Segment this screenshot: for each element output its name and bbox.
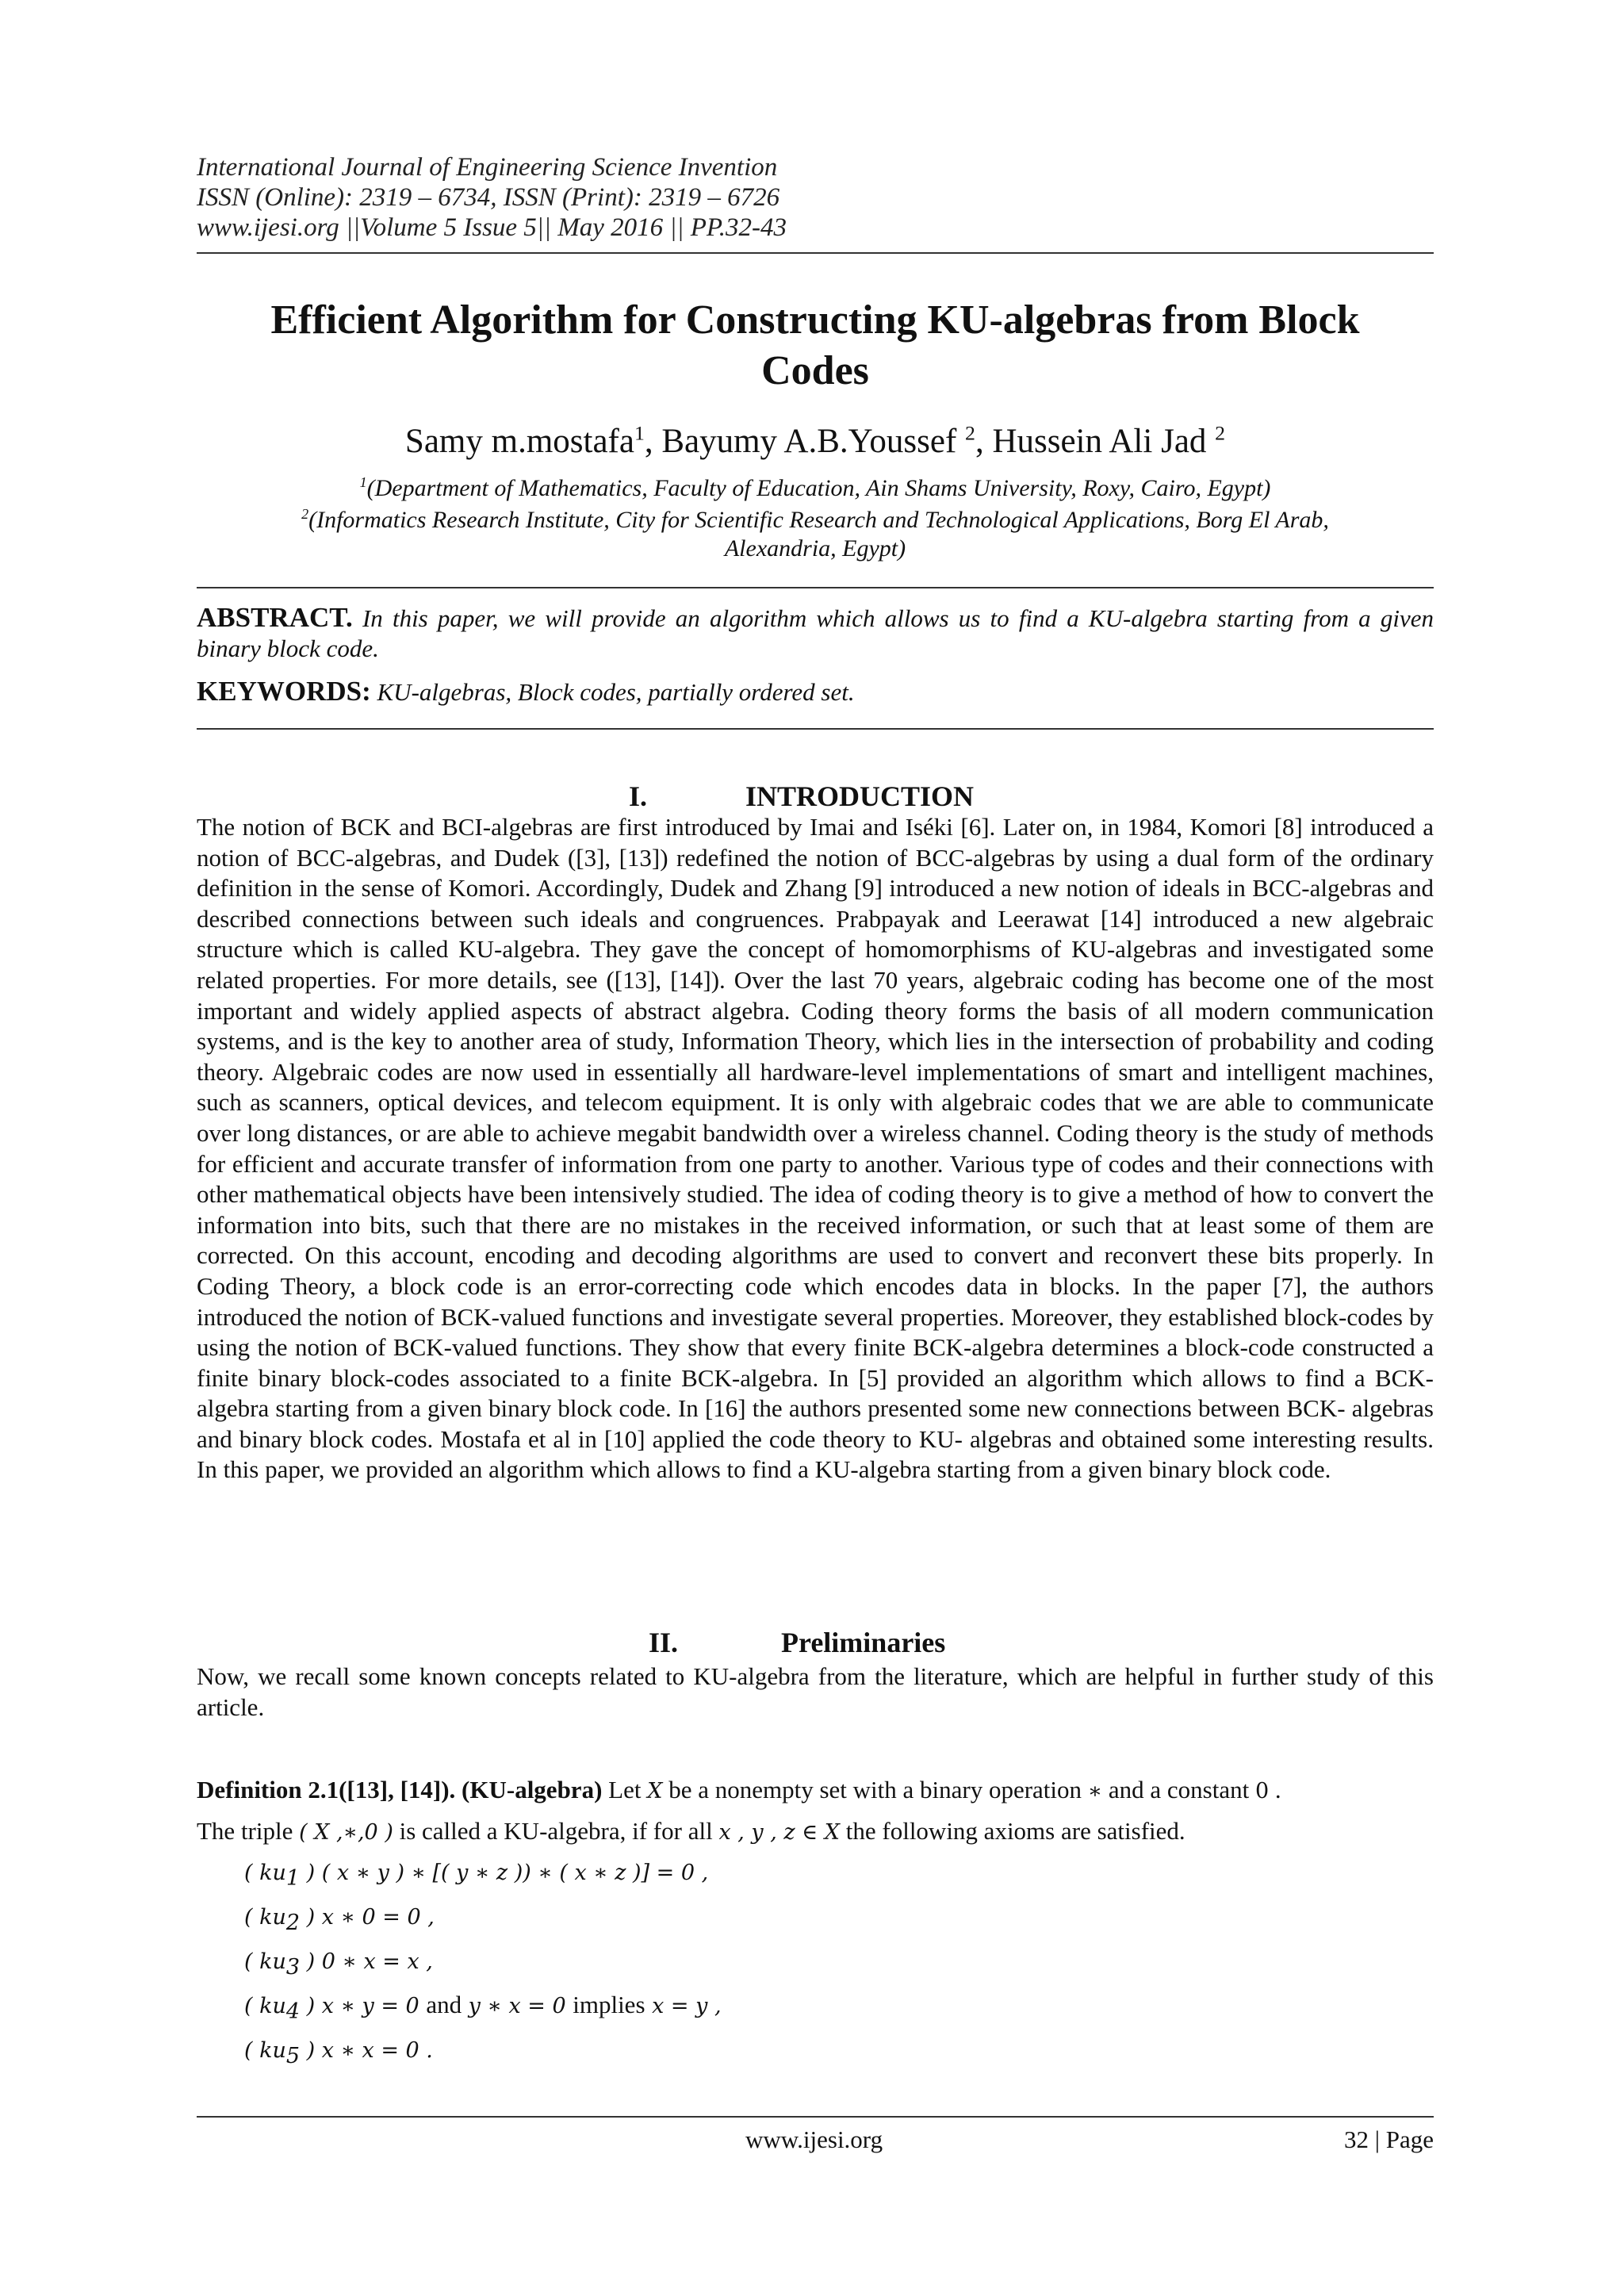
preliminaries-body: Now, we recall some known concepts related to KU-algebra from the literature, which are helpful in further study of this article. [197, 1662, 1434, 1721]
header-rule [197, 252, 1434, 254]
axiom-label-close: ) [300, 1949, 316, 1974]
axiom-ku3 [244, 1945, 433, 1984]
definition-text: be a nonempty set with a binary operation [662, 1776, 1088, 1803]
affiliation-1-marker: 1 [359, 474, 367, 490]
axiom-ku2 [244, 1900, 435, 1939]
affiliation-2-line-2: Alexandria, Egypt) [724, 535, 906, 562]
keywords-text: KU-algebras, Block codes, partially ordered set. [370, 678, 855, 706]
axiom-expression: x ∗ x = 0 . [315, 2038, 433, 2063]
axiom-label: ( ku [244, 1905, 286, 1930]
axiom-label: ( ku [244, 2038, 286, 2063]
math-expression: ( X ,∗,0 ) [299, 1820, 393, 1845]
axiom-label-close: ) [300, 1905, 316, 1930]
abstract-bottom-rule [197, 728, 1434, 730]
definition-text: . [1269, 1776, 1281, 1803]
affiliation-2 [197, 506, 1434, 563]
axiom-label-close: ) [300, 1994, 316, 2018]
axiom-expression: x = y , [645, 1994, 722, 2018]
axiom-expression: y ∗ x = 0 [462, 1994, 573, 2018]
section-title: INTRODUCTION [745, 780, 975, 812]
math-symbol: ∗ [1087, 1779, 1103, 1803]
footer-site: www.ijesi.org [745, 2125, 883, 2153]
author-3: , Hussein Ali Jad [975, 423, 1216, 460]
axiom-expression: 0 ∗ x = x , [315, 1949, 433, 1974]
axiom-expression: x ∗ 0 = 0 , [315, 1905, 435, 1930]
axiom-expression: x ∗ y = 0 [315, 1994, 427, 2018]
affiliation-1-text: (Department of Mathematics, Faculty of Education, Ain Shams University, Roxy, Cairo, Egypt) [366, 475, 1271, 501]
math-symbol: X [647, 1779, 663, 1803]
axiom-label: ( ku [244, 1861, 286, 1885]
definition-2-1 [197, 1770, 1434, 1853]
axiom-label: ( ku [244, 1949, 286, 1974]
section-number: II. [649, 1627, 679, 1658]
abstract-text: In this paper, we will provide an algorithm which allows us to find a KU-algebra starting from a given binary block code. [197, 604, 1434, 662]
axiom-connective: implies [573, 1991, 645, 2018]
author-3-affil: 2 [1215, 421, 1226, 445]
section-number: I. [629, 780, 648, 812]
definition-text: Let [602, 1776, 648, 1803]
axiom-expression: ( x ∗ y ) ∗ [( y ∗ z )) ∗ ( x ∗ z )] = 0 , [315, 1861, 709, 1885]
definition-text: is called a KU-algebra, if for all [393, 1817, 719, 1845]
affiliation-1 [197, 474, 1434, 503]
title-line-2: Codes [761, 348, 869, 393]
axiom-index: 3 [285, 1955, 301, 1980]
affiliation-2-line-1: (Informatics Research Institute, City for Scientific Research and Technological Applications, Borg El Arab, [308, 507, 1329, 533]
journal-volume: www.ijesi.org ||Volume 5 Issue 5|| May 2016 || PP.32-43 [197, 213, 787, 242]
journal-issn: ISSN (Online): 2319 – 6734, ISSN (Print): 2319 – 6726 [197, 183, 780, 212]
affiliation-2-marker: 2 [301, 506, 309, 522]
author-2-affil: 2 [965, 421, 975, 445]
axiom-label: ( ku [244, 1994, 286, 2018]
footer-rule [197, 2116, 1434, 2118]
author-1-affil: 1 [634, 421, 645, 445]
keywords-label: KEYWORDS: [197, 676, 371, 707]
axiom-connective: and [426, 1991, 462, 2018]
author-1: Samy m.mostafa [404, 423, 634, 460]
axiom-index: 1 [285, 1866, 301, 1892]
abstract-label: ABSTRACT. [197, 602, 353, 633]
keywords [197, 676, 1434, 708]
author-2: , Bayumy A.B.Youssef [644, 423, 966, 460]
definition-label: Definition 2.1([13], [14]). (KU-algebra) [197, 1776, 603, 1803]
axiom-index: 2 [285, 1911, 301, 1936]
math-symbol: 0 [1254, 1779, 1270, 1803]
journal-header [197, 152, 1434, 243]
definition-text: the following axioms are satisfied. [840, 1817, 1185, 1845]
axiom-label-close: ) [300, 2038, 316, 2063]
abstract-top-rule [197, 587, 1434, 588]
axiom-ku1 [244, 1856, 708, 1895]
title-line-1: Efficient Algorithm for Constructing KU-algebras from Block [270, 297, 1360, 343]
axiom-ku5 [244, 2033, 433, 2072]
author-list [197, 422, 1434, 462]
axiom-index: 4 [285, 1999, 301, 2025]
paper-title [197, 295, 1434, 397]
section-title: Preliminaries [781, 1627, 946, 1658]
definition-text: The triple [197, 1817, 300, 1845]
axiom-label-close: ) [300, 1861, 316, 1885]
axiom-index: 5 [285, 2044, 301, 2069]
math-expression: x , y , z ∈ X [718, 1820, 841, 1845]
definition-text: and a constant [1102, 1776, 1255, 1803]
introduction-body: The notion of BCK and BCI-algebras are first introduced by Imai and Iséki [6]. Later on, in 1984, Komori [8] introduced a notion of BCC-algebras, and Dudek ([3], [13]) redefined the notion of BCC-algebras by using a dual form of the ordinary definition in the sense of Komori. Accordingly, Dudek and Zhang [9] introduced a new notion of ideals in BCC-algebras and described connections between such ideals and congruences. Prabpayak and Leerawat [14] introduced a new algebraic structure which is called KU-algebra. They gave the concept of homomorphisms of KU-algebras and investigated some related properties. For more details, see ([13], [14]). Over the last 70 years, algebraic coding has become one of the most important and widely applied aspects of abstract algebra. Coding theory forms the basis of all modern communication systems, and is the key to another area of study, Information Theory, which lies in the intersection of probability and coding theory. Algebraic codes are now used in essentially all hardware-level implementations of smart and intelligent machines, such as scanners, optical devices, and telecom equipment. It is only with algebraic codes that we are able to communicate over long distances, or are able to achieve megabit bandwidth over a wireless channel. Coding theory is the study of methods for efficient and accurate transfer of information from one party to another. Various type of codes and their connections with other mathematical objects have been intensively studied. The idea of coding theory is to give a method of how to convert the information into bits, such that there are no mistakes in the received information, or such that at least some of them are corrected. On this account, encoding and decoding algorithms are used to convert and reconvert these bits properly. In Coding Theory, a block code is an error-correcting code which encodes data in blocks. In the paper [7], the authors introduced the notion of BCK-valued functions and investigate several properties. Moreover, they established block-codes by using the notion of BCK-valued functions. They show that every finite BCK-algebra determines a block-code constructed a finite binary block-codes associated to a finite BCK-algebra. In [5] provided an algorithm which allows to find a BCK-algebra starting from a given binary block code. In [16] the authors presented some new connections between BCK- algebras and binary block codes. Mostafa et al in [10] applied the code theory to KU- algebras and obtained some interesting results. In this paper, we provided an algorithm which allows to find a KU-algebra starting from a given binary block code. [197, 813, 1434, 1484]
footer-page-number: 32 | Page [1344, 2125, 1434, 2153]
axiom-ku4 [244, 1989, 722, 2028]
journal-name: International Journal of Engineering Science Invention [197, 153, 778, 182]
abstract [197, 603, 1434, 664]
